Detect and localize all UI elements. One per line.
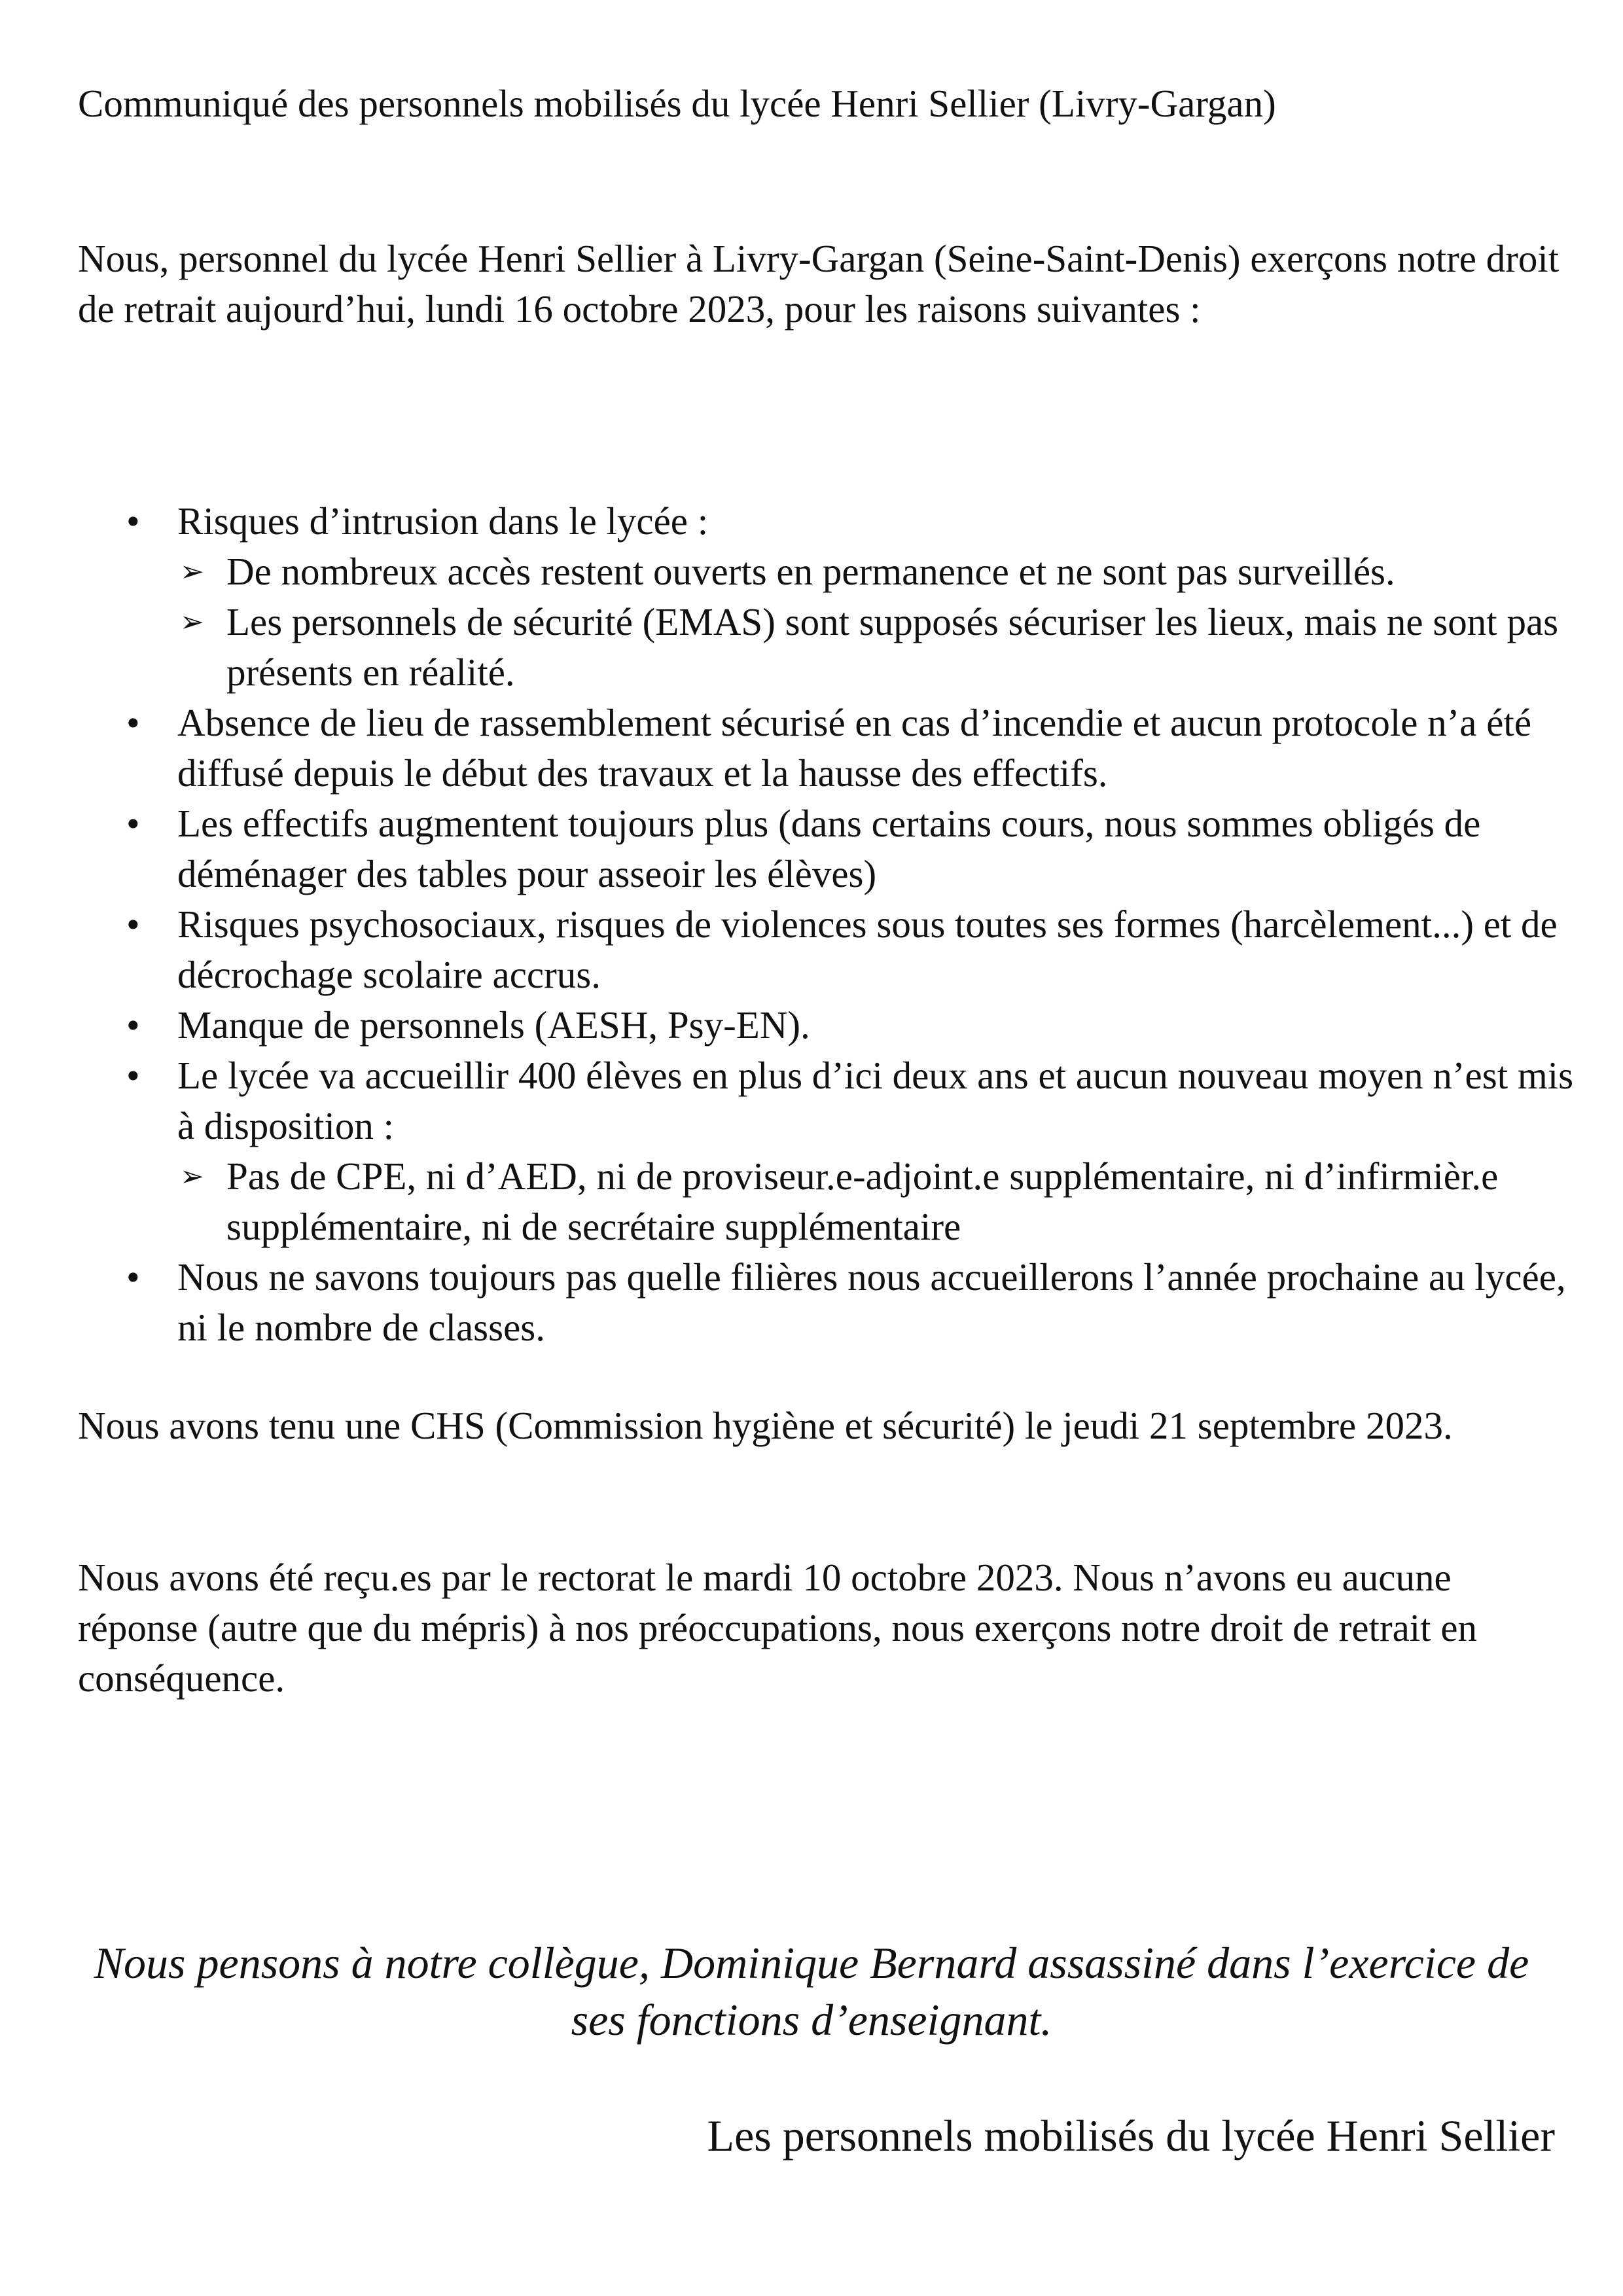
bullet-icon: • bbox=[126, 1255, 140, 1299]
bullet-icon: • bbox=[126, 1054, 140, 1097]
list-item bbox=[78, 798, 1583, 899]
document-title: Communiqué des personnels mobilisés du lycée Henri Sellier (Livry-Gargan) bbox=[78, 82, 1276, 125]
list-item bbox=[78, 899, 1583, 1000]
list-item-text: Risques d’intrusion dans le lycée : bbox=[177, 499, 709, 543]
signature: Les personnels mobilisés du lycée Henri Sellier bbox=[707, 2111, 1555, 2161]
sub-list bbox=[177, 1151, 1583, 1252]
arrow-bullet-icon: ➢ bbox=[180, 1160, 204, 1193]
sub-list-item-text: Pas de CPE, ni d’AED, ni de proviseur.e-adjoint.e supplémentaire, ni d’infirmièr.e supplémentaire, ni de secrétaire supplémentaire bbox=[226, 1155, 1499, 1248]
rectorat-paragraph: Nous avons été reçu.es par le rectorat le mardi 10 octobre 2023. Nous n’avons eu aucune réponse (autre que du mépris) à nos préoccupations, nous exerçons notre droit de retrait en conséquence. bbox=[78, 1556, 1478, 1700]
sub-list-item-text: Les personnels de sécurité (EMAS) sont supposés sécuriser les lieux, mais ne sont pas présents en réalité. bbox=[226, 600, 1559, 694]
sub-list-item bbox=[177, 1151, 1583, 1252]
sub-list-item-text: De nombreux accès restent ouverts en permanence et ne sont pas surveillés. bbox=[226, 550, 1395, 593]
chs-paragraph: Nous avons tenu une CHS (Commission hygiène et sécurité) le jeudi 21 septembre 2023. bbox=[78, 1404, 1453, 1447]
arrow-bullet-icon: ➢ bbox=[180, 555, 204, 588]
list-item-text: Nous ne savons toujours pas quelle filières nous accueillerons l’année prochaine au lycée, ni le nombre de classes. bbox=[177, 1255, 1566, 1349]
sub-list-item bbox=[177, 597, 1583, 698]
list-item-text: Les effectifs augmentent toujours plus (dans certains cours, nous sommes obligés de déménager des tables pour asseoir les élèves) bbox=[177, 802, 1481, 895]
list-item bbox=[78, 698, 1583, 798]
list-item bbox=[78, 496, 1583, 698]
list-item-text: Risques psychosociaux, risques de violences sous toutes ses formes (harcèlement...) et de décrochage scolaire accrus. bbox=[177, 903, 1558, 996]
tribute-text: Nous pensons à notre collègue, Dominique Bernard assassiné dans l’exercice de ses fonctions d’enseignant. bbox=[94, 1938, 1529, 2045]
list-item-text: Le lycée va accueillir 400 élèves en plus d’ici deux ans et aucun nouveau moyen n’est mis à disposition : bbox=[177, 1054, 1574, 1147]
list-item-text: Absence de lieu de rassemblement sécurisé en cas d’incendie et aucun protocole n’a été diffusé depuis le début des travaux et la hausse des effectifs. bbox=[177, 701, 1532, 795]
bullet-icon: • bbox=[126, 499, 140, 543]
intro-paragraph: Nous, personnel du lycée Henri Sellier à Livry-Gargan (Seine-Saint-Denis) exerçons notre droit de retrait aujourd’hui, lundi 16 octobre 2023, pour les raisons suivantes : bbox=[78, 237, 1560, 331]
sub-list bbox=[177, 547, 1583, 698]
bullet-icon: • bbox=[126, 802, 140, 845]
arrow-bullet-icon: ➢ bbox=[180, 605, 204, 639]
list-item bbox=[78, 1252, 1583, 1353]
bullet-icon: • bbox=[126, 1003, 140, 1047]
reasons-list bbox=[78, 496, 1583, 1353]
bullet-icon: • bbox=[126, 701, 140, 744]
list-item-text: Manque de personnels (AESH, Psy-EN). bbox=[177, 1003, 810, 1047]
bullet-icon: • bbox=[126, 903, 140, 946]
list-item bbox=[78, 1050, 1583, 1252]
list-item bbox=[78, 1000, 1583, 1050]
sub-list-item bbox=[177, 547, 1583, 597]
